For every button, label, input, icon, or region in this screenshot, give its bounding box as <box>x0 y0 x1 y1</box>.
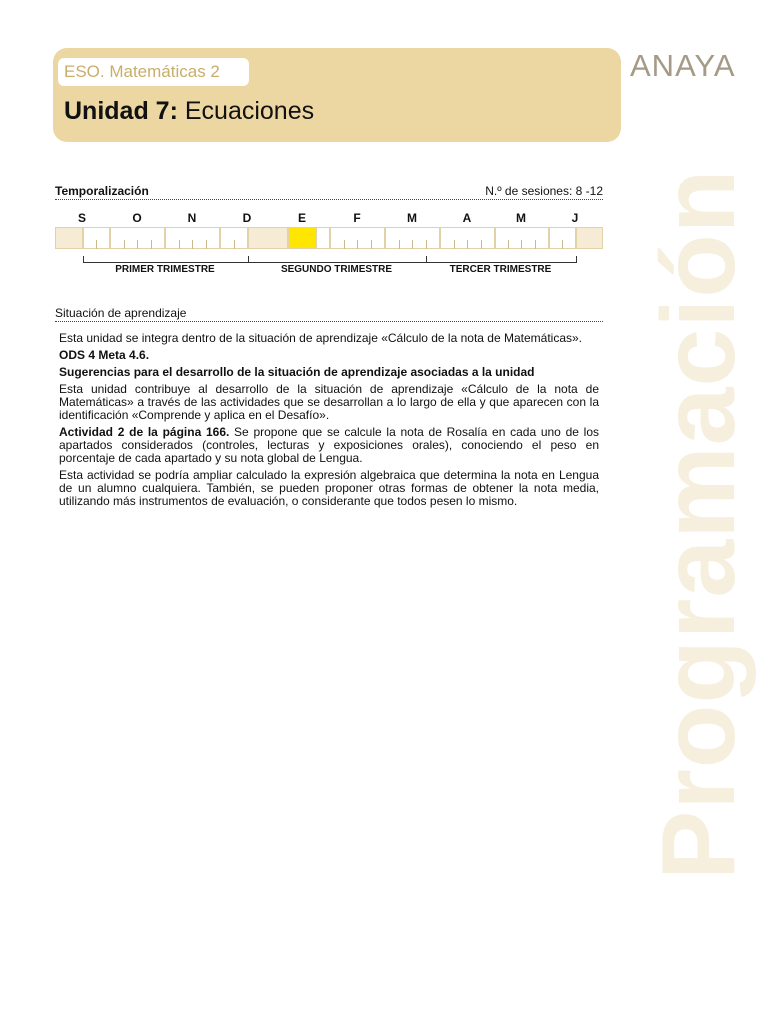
page-title <box>64 97 314 126</box>
calendar-cell <box>316 227 330 249</box>
week-tick <box>357 240 358 249</box>
week-tick <box>371 240 372 249</box>
unit-name: Ecuaciones <box>184 97 315 125</box>
calendar-cell <box>495 227 549 249</box>
week-tick <box>521 240 522 249</box>
subject-label: ESO. Matemáticas 2 <box>64 62 220 81</box>
situacion-header <box>55 306 603 322</box>
programacion-watermark: Programación <box>641 168 757 880</box>
week-tick <box>206 240 207 249</box>
actividad-paragraph <box>55 426 603 465</box>
temporalizacion-title: Temporalización <box>55 184 149 198</box>
temporalizacion-header <box>55 184 603 200</box>
week-tick <box>192 240 193 249</box>
situacion-title: Situación de aprendizaje <box>55 306 187 320</box>
unit-label: Unidad 7: <box>64 97 178 125</box>
calendar-cell <box>576 227 603 249</box>
week-tick <box>234 240 235 249</box>
trimester-bracket <box>83 256 249 263</box>
week-tick <box>344 240 345 249</box>
month-label: J <box>571 211 579 225</box>
week-tick <box>412 240 413 249</box>
week-tick <box>124 240 125 249</box>
trimester-bracket <box>248 256 427 263</box>
sugerencias-paragraph: Esta unidad contribuye al desarrollo de la situación de aprendizaje «Cálculo de la nota de Matemáticas» a través de las actividades que se desarrollan a lo largo de ella y que aparecen con la identificación «Comprende y aplica en el Desafío». <box>59 382 599 422</box>
trimester-bracket <box>426 256 577 263</box>
week-tick <box>508 240 509 249</box>
ampliacion-paragraph: Esta actividad se podría ampliar calculado la expresión algebraica que determina la nota en Lengua de un alumno cualquiera. También, se pueden proponer otras formas de obtener la nota media, utilizando más instrumentos de evaluación, o considerante que todos pesen lo mismo. <box>59 468 599 508</box>
month-label: M <box>516 211 526 225</box>
sugerencias-heading <box>55 366 603 379</box>
week-tick <box>137 240 138 249</box>
month-label: S <box>77 211 86 225</box>
situacion-content <box>55 325 603 512</box>
week-tick <box>454 240 455 249</box>
ods-text: ODS 4 Meta 4.6. <box>59 348 150 362</box>
ods-line <box>55 349 603 362</box>
month-label: E <box>297 211 306 225</box>
week-tick <box>399 240 400 249</box>
week-tick <box>179 240 180 249</box>
actividad-text: Se propone que se calcule la nota de Rosalía en cada uno de los apartados considerados (controles, lecturas y exposiciones orales), conociendo el peso en porcentaje de cada apartado y su nota global de Lengua. <box>59 425 599 465</box>
week-tick <box>467 240 468 249</box>
trimester-label: SEGUNDO TRIMESTRE <box>280 264 393 275</box>
month-label: A <box>462 211 472 225</box>
highlighted-week-cell <box>288 227 316 249</box>
week-tick <box>96 240 97 249</box>
month-label: N <box>187 211 197 225</box>
month-label: M <box>407 211 417 225</box>
week-tick <box>426 240 427 249</box>
week-tick <box>562 240 563 249</box>
calendar-cell <box>55 227 83 249</box>
calendar-cell <box>248 227 288 249</box>
week-tick <box>535 240 536 249</box>
week-tick <box>151 240 152 249</box>
anaya-logo: ANAYA <box>630 48 736 83</box>
actividad-label: Actividad 2 de la página 166. <box>59 425 230 439</box>
month-label: F <box>353 211 361 225</box>
trimester-label: PRIMER TRIMESTRE <box>115 264 215 275</box>
sugerencias-title: Sugerencias para el desarrollo de la situación de aprendizaje asociadas a la unidad <box>59 365 535 379</box>
month-label: D <box>242 211 252 225</box>
intro-paragraph: Esta unidad se integra dentro de la situación de aprendizaje «Cálculo de la nota de Matemáticas». <box>59 331 583 345</box>
month-label: O <box>132 211 142 225</box>
sessions-count: N.º de sesiones: 8 -12 <box>485 184 603 198</box>
week-tick <box>481 240 482 249</box>
trimester-label: TERCER TRIMESTRE <box>449 264 552 275</box>
